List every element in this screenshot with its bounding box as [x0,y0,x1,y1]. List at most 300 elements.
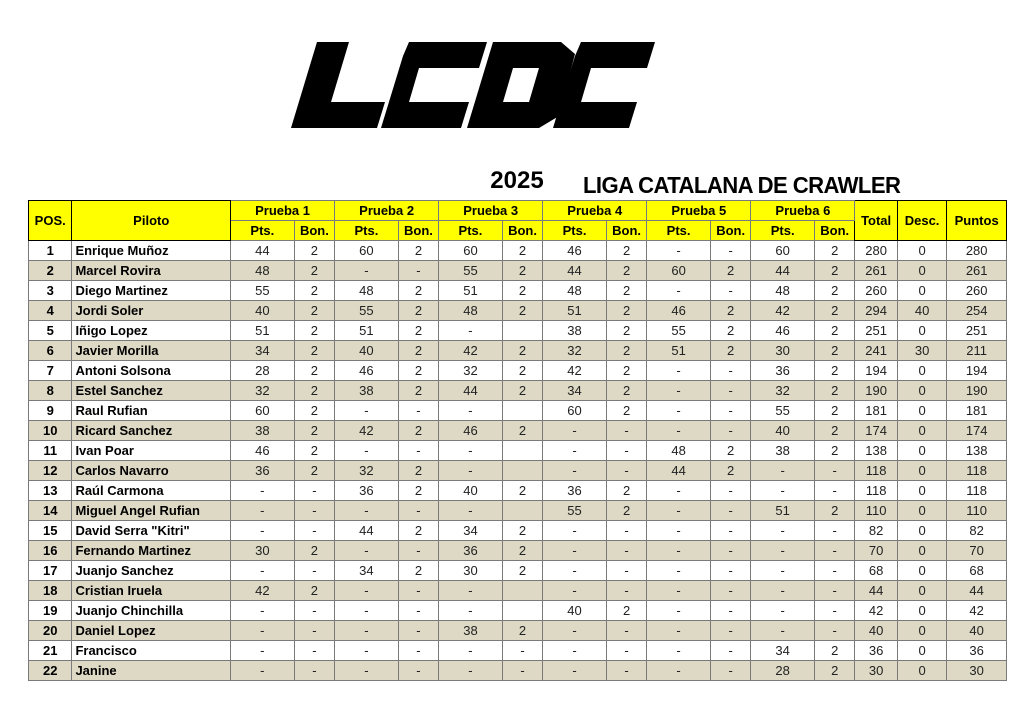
header-prueba-5: Prueba 5 [647,201,751,221]
bonus-cell: 2 [814,661,854,681]
points-cell: - [335,501,399,521]
final-points-cell: 181 [947,401,1007,421]
points-cell: 38 [231,421,295,441]
bonus-cell: - [294,601,334,621]
discount-cell: 40 [897,301,947,321]
bonus-cell: 2 [398,461,438,481]
position-cell: 19 [29,601,72,621]
header-pts: Pts. [543,221,607,241]
logo-subtitle: LIGA CATALANA DE CRAWLER [583,172,901,198]
total-cell: 82 [855,521,897,541]
total-cell: 190 [855,381,897,401]
bonus-cell: 2 [502,261,542,281]
position-cell: 12 [29,461,72,481]
driver-name-cell: Janine [72,661,231,681]
bonus-cell: - [294,641,334,661]
final-points-cell: 40 [947,621,1007,641]
bonus-cell: - [710,581,750,601]
points-cell: 48 [231,261,295,281]
discount-cell: 0 [897,241,947,261]
bonus-cell: - [398,541,438,561]
bonus-cell: 2 [606,601,646,621]
points-cell: 38 [439,621,503,641]
points-cell: 51 [231,321,295,341]
bonus-cell: - [294,661,334,681]
final-points-cell: 174 [947,421,1007,441]
bonus-cell: - [814,621,854,641]
driver-name-cell: Iñigo Lopez [72,321,231,341]
bonus-cell: 2 [606,501,646,521]
final-points-cell: 254 [947,301,1007,321]
driver-name-cell: Diego Martinez [72,281,231,301]
final-points-cell: 118 [947,461,1007,481]
driver-name-cell: Juanjo Chinchilla [72,601,231,621]
discount-cell: 0 [897,481,947,501]
bonus-cell: 2 [502,361,542,381]
driver-name-cell: Estel Sanchez [72,381,231,401]
bonus-cell: 2 [294,241,334,261]
bonus-cell: 2 [294,361,334,381]
bonus-cell: - [606,441,646,461]
bonus-cell: - [398,261,438,281]
header-pts: Pts. [439,221,503,241]
bonus-cell: 2 [294,381,334,401]
bonus-cell: - [710,481,750,501]
points-cell: - [751,481,815,501]
points-cell: 30 [439,561,503,581]
table-row [29,361,1007,381]
position-cell: 4 [29,301,72,321]
header-pts: Pts. [751,221,815,241]
bonus-cell: 2 [814,441,854,461]
bonus-cell: 2 [710,461,750,481]
bonus-cell: 2 [814,401,854,421]
final-points-cell: 44 [947,581,1007,601]
discount-cell: 30 [897,341,947,361]
points-cell: - [231,521,295,541]
bonus-cell: 2 [294,401,334,421]
points-cell: - [751,621,815,641]
position-cell: 1 [29,241,72,261]
points-cell: - [647,401,711,421]
bonus-cell: - [710,561,750,581]
discount-cell: 0 [897,661,947,681]
total-cell: 36 [855,641,897,661]
driver-name-cell: Enrique Muñoz [72,241,231,261]
final-points-cell: 42 [947,601,1007,621]
bonus-cell: - [606,561,646,581]
points-cell: - [647,581,711,601]
final-points-cell: 194 [947,361,1007,381]
position-cell: 18 [29,581,72,601]
points-cell: 36 [751,361,815,381]
points-cell: 42 [543,361,607,381]
bonus-cell: 2 [398,241,438,261]
points-cell: - [335,541,399,561]
points-cell: - [647,501,711,521]
total-cell: 70 [855,541,897,561]
table-row [29,561,1007,581]
bonus-cell [502,601,542,621]
total-cell: 44 [855,581,897,601]
points-cell: - [231,641,295,661]
bonus-cell: 2 [398,381,438,401]
bonus-cell: 2 [502,521,542,541]
points-cell: 46 [647,301,711,321]
driver-name-cell: Fernando Martinez [72,541,231,561]
bonus-cell: 2 [710,301,750,321]
points-cell: - [751,601,815,621]
points-cell: 40 [335,341,399,361]
table-row [29,641,1007,661]
bonus-cell: - [814,481,854,501]
points-cell: - [439,321,503,341]
bonus-cell: - [710,241,750,261]
driver-name-cell: Jordi Soler [72,301,231,321]
bonus-cell [502,461,542,481]
header-bon: Bon. [294,221,334,241]
bonus-cell: - [814,541,854,561]
bonus-cell: 2 [502,561,542,581]
bonus-cell: - [294,561,334,581]
header-total: Total [855,201,897,241]
discount-cell: 0 [897,541,947,561]
points-cell: 60 [647,261,711,281]
points-cell: 36 [439,541,503,561]
bonus-cell: - [606,661,646,681]
bonus-cell: 2 [294,341,334,361]
points-cell: - [647,601,711,621]
bonus-cell: - [294,521,334,541]
points-cell: 34 [543,381,607,401]
points-cell: - [335,601,399,621]
bonus-cell: 2 [814,281,854,301]
final-points-cell: 70 [947,541,1007,561]
bonus-cell: - [606,621,646,641]
bonus-cell: 2 [814,341,854,361]
points-cell: - [231,481,295,501]
bonus-cell: - [502,641,542,661]
points-cell: - [543,421,607,441]
bonus-cell: - [814,461,854,481]
points-cell: 32 [543,341,607,361]
bonus-cell: - [398,661,438,681]
points-cell: - [751,521,815,541]
discount-cell: 0 [897,601,947,621]
points-cell: 44 [335,521,399,541]
bonus-cell: 2 [398,321,438,341]
points-cell: 55 [231,281,295,301]
bonus-cell: - [710,381,750,401]
points-cell: - [335,261,399,281]
driver-name-cell: Javier Morilla [72,341,231,361]
points-cell: - [439,581,503,601]
points-cell: - [751,461,815,481]
total-cell: 294 [855,301,897,321]
bonus-cell: - [710,661,750,681]
bonus-cell: - [710,501,750,521]
points-cell: 34 [439,521,503,541]
points-cell: - [647,361,711,381]
table-row [29,601,1007,621]
points-cell: - [231,621,295,641]
total-cell: 280 [855,241,897,261]
header-row-1 [29,201,1007,221]
bonus-cell: 2 [814,321,854,341]
header-bon: Bon. [710,221,750,241]
bonus-cell: - [398,401,438,421]
bonus-cell: 2 [710,441,750,461]
bonus-cell: - [814,581,854,601]
position-cell: 2 [29,261,72,281]
total-cell: 260 [855,281,897,301]
bonus-cell: - [398,641,438,661]
bonus-cell: 2 [398,561,438,581]
points-cell: - [543,541,607,561]
driver-name-cell: Antoni Solsona [72,361,231,381]
header-prueba-4: Prueba 4 [543,201,647,221]
discount-cell: 0 [897,441,947,461]
points-cell: 34 [751,641,815,661]
bonus-cell: 2 [710,341,750,361]
header-prueba-2: Prueba 2 [335,201,439,221]
discount-cell: 0 [897,641,947,661]
points-cell: 51 [751,501,815,521]
bonus-cell: - [502,661,542,681]
bonus-cell: 2 [294,321,334,341]
bonus-cell: 2 [398,361,438,381]
points-cell: 46 [439,421,503,441]
bonus-cell: - [398,501,438,521]
bonus-cell: - [814,601,854,621]
table-row [29,401,1007,421]
table-row [29,621,1007,641]
points-cell: 46 [751,321,815,341]
bonus-cell: - [710,641,750,661]
points-cell: - [439,661,503,681]
bonus-cell: - [710,601,750,621]
bonus-cell: 2 [398,521,438,541]
total-cell: 40 [855,621,897,641]
points-cell: 32 [335,461,399,481]
points-cell: - [647,541,711,561]
points-cell: 55 [751,401,815,421]
driver-name-cell: Daniel Lopez [72,621,231,641]
header-puntos: Puntos [947,201,1007,241]
points-cell: 44 [231,241,295,261]
table-row [29,261,1007,281]
points-cell: 44 [543,261,607,281]
points-cell: 40 [751,421,815,441]
bonus-cell: 2 [294,261,334,281]
points-cell: - [647,281,711,301]
points-cell: - [543,561,607,581]
points-cell: - [231,501,295,521]
points-cell: - [751,541,815,561]
bonus-cell: 2 [710,321,750,341]
points-cell: 38 [335,381,399,401]
position-cell: 17 [29,561,72,581]
table-row [29,301,1007,321]
discount-cell: 0 [897,361,947,381]
final-points-cell: 260 [947,281,1007,301]
bonus-cell: 2 [294,581,334,601]
points-cell: 28 [751,661,815,681]
bonus-cell: 2 [814,381,854,401]
bonus-cell: - [606,541,646,561]
bonus-cell: 2 [398,281,438,301]
bonus-cell: 2 [710,261,750,281]
bonus-cell: 2 [606,301,646,321]
points-cell: 60 [335,241,399,261]
position-cell: 22 [29,661,72,681]
bonus-cell: 2 [606,281,646,301]
final-points-cell: 82 [947,521,1007,541]
bonus-cell: 2 [502,241,542,261]
points-cell: 55 [439,261,503,281]
points-cell: 32 [231,381,295,401]
points-cell: 51 [439,281,503,301]
final-points-cell: 211 [947,341,1007,361]
points-cell: 42 [231,581,295,601]
points-cell: 34 [231,341,295,361]
bonus-cell: 2 [294,541,334,561]
points-cell: - [543,441,607,461]
driver-name-cell: David Serra "Kitri" [72,521,231,541]
points-cell: 42 [751,301,815,321]
discount-cell: 0 [897,561,947,581]
bonus-cell: 2 [294,421,334,441]
final-points-cell: 68 [947,561,1007,581]
total-cell: 68 [855,561,897,581]
total-cell: 42 [855,601,897,621]
bonus-cell: - [606,521,646,541]
discount-cell: 0 [897,261,947,281]
points-cell: 51 [335,321,399,341]
points-cell: 48 [751,281,815,301]
header-piloto: Piloto [72,201,231,241]
points-cell: 42 [335,421,399,441]
table-row [29,341,1007,361]
points-cell: - [647,421,711,441]
points-cell: - [231,661,295,681]
discount-cell: 0 [897,521,947,541]
points-cell: 60 [751,241,815,261]
total-cell: 251 [855,321,897,341]
position-cell: 3 [29,281,72,301]
header-bon: Bon. [502,221,542,241]
points-cell: 32 [439,361,503,381]
header-prueba-3: Prueba 3 [439,201,543,221]
position-cell: 10 [29,421,72,441]
driver-name-cell: Raul Rufian [72,401,231,421]
bonus-cell: - [398,581,438,601]
position-cell: 16 [29,541,72,561]
header-prueba-6: Prueba 6 [751,201,855,221]
points-cell: 46 [231,441,295,461]
points-cell: 48 [439,301,503,321]
bonus-cell: 2 [606,381,646,401]
discount-cell: 0 [897,501,947,521]
bonus-cell: - [398,621,438,641]
header-desc: Desc. [897,201,947,241]
position-cell: 7 [29,361,72,381]
points-cell: - [231,601,295,621]
points-cell: - [751,561,815,581]
points-cell: - [543,461,607,481]
points-cell: 55 [543,501,607,521]
points-cell: - [439,601,503,621]
discount-cell: 0 [897,421,947,441]
bonus-cell: - [710,361,750,381]
bonus-cell [502,321,542,341]
total-cell: 261 [855,261,897,281]
points-cell: - [647,481,711,501]
points-cell: 48 [335,281,399,301]
driver-name-cell: Carlos Navarro [72,461,231,481]
points-cell: - [647,661,711,681]
points-cell: - [335,661,399,681]
driver-name-cell: Juanjo Sanchez [72,561,231,581]
table-row [29,481,1007,501]
discount-cell: 0 [897,401,947,421]
final-points-cell: 118 [947,481,1007,501]
points-cell: - [335,641,399,661]
total-cell: 110 [855,501,897,521]
final-points-cell: 30 [947,661,1007,681]
header-pts: Pts. [335,221,399,241]
points-cell: - [543,521,607,541]
points-cell: - [543,621,607,641]
points-cell: - [439,461,503,481]
bonus-cell: 2 [502,281,542,301]
points-cell: 40 [231,301,295,321]
bonus-cell: 2 [814,301,854,321]
bonus-cell: 2 [814,261,854,281]
bonus-cell: 2 [606,341,646,361]
final-points-cell: 138 [947,441,1007,461]
driver-name-cell: Cristian Iruela [72,581,231,601]
bonus-cell: - [294,481,334,501]
bonus-cell: 2 [294,441,334,461]
points-cell: - [647,641,711,661]
header-pts: Pts. [231,221,295,241]
bonus-cell: 2 [294,281,334,301]
points-cell: - [647,521,711,541]
total-cell: 138 [855,441,897,461]
bonus-cell: - [294,621,334,641]
bonus-cell: 2 [294,301,334,321]
standings-table [28,200,1007,681]
bonus-cell: - [294,501,334,521]
header-prueba-1: Prueba 1 [231,201,335,221]
points-cell: 40 [543,601,607,621]
final-points-cell: 36 [947,641,1007,661]
driver-name-cell: Ivan Poar [72,441,231,461]
total-cell: 181 [855,401,897,421]
position-cell: 11 [29,441,72,461]
bonus-cell: - [814,561,854,581]
lcdc-logo-mark [291,40,655,136]
driver-name-cell: Ricard Sanchez [72,421,231,441]
bonus-cell: - [606,421,646,441]
bonus-cell: 2 [814,241,854,261]
discount-cell: 0 [897,281,947,301]
points-cell: 40 [439,481,503,501]
points-cell: 36 [335,481,399,501]
points-cell: 44 [751,261,815,281]
position-cell: 14 [29,501,72,521]
